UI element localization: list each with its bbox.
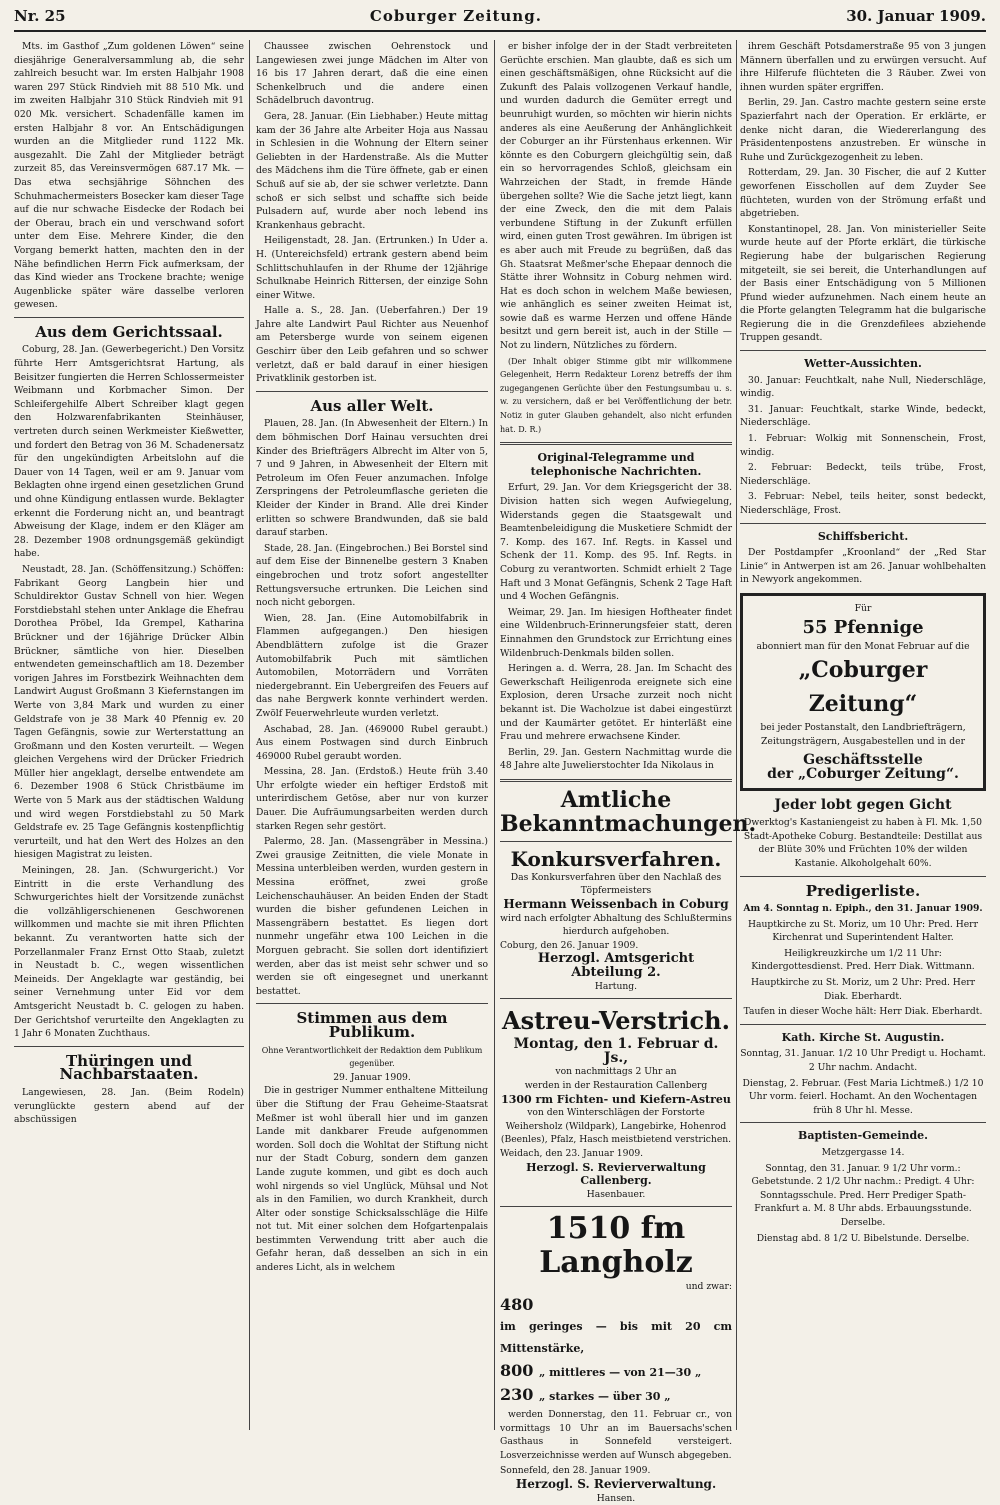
article-text: Berlin, 29. Jan. Castro machte gestern seine erste Spazierfahrt nach der Operation. Er erklärte, er denke nicht daran, die Wiedererlangung des Präsidentenpostens anzustreben. Er wünsche in Ruhe und Zurückgezogenheit zu leben. — [740, 96, 986, 164]
service-line: Heiligkreuzkirche um 1/2 11 Uhr: Kindergottesdienst. Pred. Herr Diak. Wittmann. — [740, 947, 986, 974]
weather-line: 3. Februar: Nebel, teils heiter, sonst bedeckt, Niederschläge, Frost. — [740, 490, 986, 517]
lot-description: im geringes — bis mit 20 cm Mittenstärke, — [500, 1316, 732, 1360]
notice-authority: Herzogl. S. Revierverwaltung Callenberg. — [500, 1161, 732, 1188]
ad-office: Geschäftsstelle — [749, 754, 977, 768]
lot-amount: 480 — [500, 1294, 533, 1316]
ad-price: 55 Pfennige — [749, 616, 977, 640]
divider — [14, 317, 244, 318]
section-heading: Aus dem Gerichtssaal. — [14, 326, 244, 340]
notice-text: und zwar: — [500, 1280, 732, 1294]
section-heading: Wetter-Aussichten. — [740, 357, 986, 371]
service-line: Sonntag, den 31. Januar. 9 1/2 Uhr vorm.: Gebetstunde. 2 1/2 Uhr nachm.: Predigt. 4 Uhr: Sonntagsschule. Pred. Herr Prediger Spath-Frankfurt a. M. 8 Uhr abds. Erbauungsstunde. Derselbe. — [740, 1162, 986, 1230]
article-text: Heiligenstadt, 28. Jan. (Ertrunken.) In Uder a. H. (Untereichsfeld) ertrank gestern abend beim Schlittschuhlaufen in der Rhume der 12jährige Schulknabe Heinrich Rittersen, der einzige Sohn einer Witwe. — [256, 234, 488, 302]
notice-signature: Hansen. — [500, 1492, 732, 1505]
ad-text: abonniert man für den Monat Februar auf die — [749, 640, 977, 654]
issue-date: 30. Januar 1909. — [846, 7, 986, 25]
column-3 — [500, 40, 732, 1430]
service-line: Taufen in dieser Woche hält: Herr Diak. Eberhardt. — [740, 1005, 986, 1019]
notice-date: Weidach, den 23. Januar 1909. — [500, 1147, 732, 1161]
editor-note: (Der Inhalt obiger Stimme gibt mir willkommene Gelegenheit, Herrn Redakteur Lorenz betreffs der ihm zugegangenen Gerüchte über den Festungsumbau u. s. w. zu versichern, daß er bei Veröffentlichung der betr. Notiz in guter Glauben gehandelt, also nicht erfunden hat. D. R.) — [500, 355, 732, 437]
section-heading: Kath. Kirche St. Augustin. — [740, 1031, 986, 1045]
newspaper-title: Coburger Zeitung. — [370, 7, 542, 25]
divider — [740, 350, 986, 351]
article-text: ihrem Geschäft Potsdamerstraße 95 von 3 jungen Männern überfallen und zu erwürgen versucht. Auf ihre Hilferufe flüchteten die 3 Räuber. Zwei von ihnen wurden später ergriffen. — [740, 40, 986, 94]
section-heading: Original-Telegramme und telephonische Nachrichten. — [500, 451, 732, 478]
service-line: Dienstag abd. 8 1/2 U. Bibelstunde. Derselbe. — [740, 1232, 986, 1246]
article-text: Meiningen, 28. Jan. (Schwurgericht.) Vor Eintritt in die erste Verhandlung des Schwurgerichtes hielt der Vorsitzende zunächst die vollzähligerschienenen Geschworenen willkommen und machte sie mit ihren Pflichten bekannt. Zu verantworten hatte sich der Porzellanmaler Franz Ernst Otto Staab, zuletzt in Neustadt b. C., wegen wissentlichen Meineids. Der Angeklagte war geständig, bei seiner Vernehmung unter Eid vor dem Amtsgericht Neustadt b. C. gelogen zu haben. Der Gerichtshof verurteilte den Angeklagten zu 1 Jahr 6 Monaten Zuchthaus. — [14, 864, 244, 1041]
article-text: Rotterdam, 29. Jan. 30 Fischer, die auf 2 Kutter geworfenen Eisschollen auf dem Zuyder See flüchteten, wurden von der Strömung erfaßt und abgetrieben. — [740, 166, 986, 220]
notices-heading: Amtliche Bekanntmachungen. — [500, 788, 732, 836]
notice-heading: Konkursverfahren. — [500, 847, 732, 871]
telegram-text: Weimar, 29. Jan. Im hiesigen Hoftheater findet eine Wildenbruch-Erinnerungsfeier statt, deren Einnahmen den Grundstock zur Errichtung eines Wildenbruch-Denkmals bilden sollen. — [500, 606, 732, 660]
article-text: Plauen, 28. Jan. (In Abwesenheit der Eltern.) In dem böhmischen Dorf Hainau versuchten drei Kinder des Briefträgers Albrecht im Alter von 5, 7 und 9 Jahren, in Abwesenheit der Eltern mit Petroleum im Ofen Feuer anzumachen. Infolge Zerspringens der Petroleumflasche gerieten die Kleider der Kinder in Brand. Alle drei Kinder erlitten so schwere Brandwunden, daß sie bald darauf starben. — [256, 417, 488, 539]
masthead — [14, 2, 986, 32]
notice-heading: 1510 fm Langholz — [500, 1212, 732, 1280]
lot-row — [500, 1384, 732, 1408]
column-rule — [736, 40, 737, 1430]
divider — [500, 998, 732, 999]
article-text: Konstantinopel, 28. Jan. Von ministerieller Seite wurde heute auf der Pforte erklärt, die türkische Regierung habe der bulgarischen Regierung mitgeteilt, sie sei bereit, die Unterhandlungen auf der Basis einer Entschädigung von 5 Millionen Pfund wieder aufzunehmen. Nach einem heute an die Pforte gelangten Telegramm hat die bulgarische Regierung die in die Grenzdefilees abziehende Truppen gesandt. — [740, 223, 986, 345]
article-text: Neustadt, 28. Jan. (Schöffensitzung.) Schöffen: Fabrikant Georg Langbein hier und Schuldirektor Gustav Schnell von hier. Wegen Forstdiebstahl stehen unter Anklage die Ehefrau Dorothea Pröbel, Ida Grempel, Katharina Brückner und der 16jährige Drücker Albin Brückner, sämtliche von hier. Dieselben entwendeten gemeinschaftlich am 18. Dezember vorigen Jahres im Forstbezirk Weihnachten dem Landwirt August Großmann 3 Kiefernstangen im Werte von 3,84 Mark und wurden zu einer Geldstrafe von je 38 Mark 40 Pfennig ev. 20 Tagen Gefängnis, sowie zur Werterstattung an Großmann und den Kosten verurteilt. — Wegen gleichen Vergehens wird der Drücker Friedrich Müller hier angeklagt, derselbe entwendete am 6. Dezember 1908 6 Stück Christbäume im Werte von 5 Mark aus der städtischen Waldung und wird wegen Forstdiebstahl zu 50 Mark Geldstrafe ev. 25 Tage Gefängnis kostenpflichtig verurteilt, und hat den Wert des Holzes an den hiesigen Magistrat zu leisten. — [14, 563, 244, 862]
article-text: er bisher infolge der in der Stadt verbreiteten Gerüchte erschien. Man glaubte, daß es sich um einen geschäftsmäßigen, ohne Rücksicht auf die Zukunft des Palais vollzogenen Verkauf handle, und wurden dadurch die Gemüter erregt und beunruhigt wurden, so möchten wir hierin nichts anderes als eine Aeußerung der Anhänglichkeit der Coburger an ihr Fürstenhaus erkennen. Wir könnte es den Coburgern gleichgültig sein, daß ein so hervorragendes Schloß, gleichsam ein Wahrzeichen der Stadt, in fremde Hände übergehen sollte? Wie die Sache jetzt liegt, kann der eine Zweck, den die mit dem Palais verbundene Stiftung in der Zukunft erfüllen wird, einen guten Trost gewähren. Im übrigen ist es aber auch mit Freude zu begrüßen, daß das Gh. Staatsrat Meßmer'sche Ehepaar dennoch die Stätte ihrer Wohnsitz in Coburg nehmen wird. Hat es doch schon in welchem Maße bewiesen, wie anhänglich es seiner zweiten Heimat ist, sowie daß es warme Herzen und offene Hände besitzt und gern bereit ist, auch in der Stille — Not zu lindern, Nützliches zu fördern. — [500, 40, 732, 353]
section-heading: Schiffsbericht. — [740, 530, 986, 544]
column-rule — [494, 40, 495, 1430]
article-text: Der Postdampfer „Kroonland“ der „Red Star Linie“ in Antwerpen ist am 26. Januar wohlbehalten in Newyork angekommen. — [740, 546, 986, 587]
divider — [256, 1003, 488, 1004]
ad-paper-name: „Coburger Zeitung“ — [749, 653, 977, 721]
article-text: Die in gestriger Nummer enthaltene Mitteilung über die Stiftung der Frau Geheime-Staatsrat Meßmer ist wohl überall hier und im ganzen Lande mit dankbarer Freude aufgenommen worden. Soll doch die Wohltat der Stiftung nicht nur der Stadt Coburg, sondern dem ganzen Lande zugute kommen, und gibt es doch auch wohl nirgends so viel Unglück, Mühsal und Not als in den Familien, wo durch Krankheit, durch Alter oder sonstige Schicksalsschläge die Hilfe not tut. Mit einer solchen dem Hofgartenpalais bestimmten Verwendung tritt aber auch die Gefahr heran, daß desselben an sich in ein anderes Licht, als in welchem — [256, 1084, 488, 1274]
notice-text: wird nach erfolgter Abhaltung des Schlußtermins hierdurch aufgehoben. — [500, 912, 732, 939]
service-line: Hauptkirche zu St. Moriz, um 2 Uhr: Pred. Herr Diak. Eberhardt. — [740, 976, 986, 1003]
section-heading: Stimmen aus dem Publikum. — [256, 1012, 488, 1039]
divider — [500, 1206, 732, 1207]
ad-text: Dwerktog's Kastaniengeist zu haben à Fl. Mk. 1,50 Stadt-Apotheke Coburg. Bestandteile: Destillat aus der Blüte 30% und Früchten 10% der wilden Kastanie. Alkoholgehalt 60%. — [740, 816, 986, 870]
lot-row — [500, 1360, 732, 1384]
notice-date: Coburg, den 26. Januar 1909. — [500, 939, 732, 953]
divider — [740, 1024, 986, 1025]
article-text: Aschabad, 28. Jan. (469000 Rubel geraubt.) Aus einem Postwagen sind durch Einbruch 469000 Rubel geraubt worden. — [256, 723, 488, 764]
notice-name: Hermann Weissenbach in Coburg — [500, 898, 732, 912]
notice-text: werden in der Restauration Callenberg — [500, 1079, 732, 1093]
article-text: Coburg, 28. Jan. (Gewerbegericht.) Den Vorsitz führte Herr Amtsgerichtsrat Hartung, als Beisitzer fungierten die Herren Schlossermeister Weibmann und Korbmacher Simon. Der Schleifergehilfe Albert Schreiber klagt gegen den Holzwarenfabrikanten Steinhäuser, vertreten durch seinen Werkmeister Kießwetter, und fordert den Betrag von 36 M. Schadenersatz für den ungekündigten Arbeitslohn auf die Dauer von 14 Tagen, weil er am 9. Januar vom Beklagten ohne irgend einen gesetzlichen Grund und ohne Kündigung entlassen wurde. Beklagter erkennt die Forderung nicht an, und beantragt Abweisung der Klage, indem er den Kläger am 28. Dezember 1908 ordnungsgemäß gekündigt habe. — [14, 343, 244, 561]
divider — [500, 841, 732, 842]
weather-line: 2. Februar: Bedeckt, teils trübe, Frost, Niederschläge. — [740, 461, 986, 488]
notice-date: Sonnefeld, den 28. Januar 1909. — [500, 1464, 732, 1478]
column-1 — [14, 40, 244, 1430]
article-text: Langewiesen, 28. Jan. (Beim Rodeln) verunglückte gestern abend auf der abschüssigen — [14, 1086, 244, 1127]
weather-line: 1. Februar: Wolkig mit Sonnenschein, Frost, windig. — [740, 432, 986, 459]
service-line: Dienstag, 2. Februar. (Fest Maria Lichtmeß.) 1/2 10 Uhr vorm. feierl. Hochamt. An den Wochentagen früh 8 Uhr hl. Messe. — [740, 1077, 986, 1118]
service-line: Metzgergasse 14. — [740, 1146, 986, 1160]
divider — [740, 523, 986, 524]
article-text: Mts. im Gasthof „Zum goldenen Löwen“ seine diesjährige Generalversammlung ab, die sehr zahlreich besucht war. Im ersten Halbjahr 1908 waren 297 Stück Rindvieh mit 88 510 Mk. und im zweiten Halbjahr 310 Stück Rindvieh mit 91 020 Mk. versichert. Schadenfälle kamen im ersten Halbjahr 8 vor. An Entschädigungen wurden an die Mitglieder rund 1122 Mk. ausgezahlt. Die Zahl der Mitglieder beträgt zurzeit 85, das Vereinsvermögen 687.17 Mk. — Das etwa sechsjährige Söhnchen des Schuhmachermeisters Bosecker kam dieser Tage auf die nur schwache Eisdecke der Rodach bei der Oberau, brach ein und verschwand sofort unter dem Eise. Mehrere Kinder, die den Vorgang bemerkt hatten, machten den in der Nähe befindlichen Herrn Fick aufmerksam, der das Kind wieder ans Trockene brachte; wenige Augenblicke später wäre dasselbe verloren gewesen. — [14, 40, 244, 312]
section-heading: Thüringen und Nachbarstaaten. — [14, 1055, 244, 1082]
column-rule — [249, 40, 250, 1430]
notice-heading: Astreu-Verstrich. — [500, 1004, 732, 1038]
section-heading: Predigerliste. — [740, 885, 986, 899]
section-heading: Baptisten-Gemeinde. — [740, 1129, 986, 1143]
divider — [740, 1122, 986, 1123]
article-text: Stade, 28. Jan. (Eingebrochen.) Bei Borstel sind auf dem Eise der Binnenelbe gestern 3 Knaben eingebrochen und trotz sofort angestellter Rettungsversuche ertrunken. Die Leichen sind noch nicht geborgen. — [256, 542, 488, 610]
article-text: Wien, 28. Jan. (Eine Automobilfabrik in Flammen aufgegangen.) Den hiesigen Abendblättern zufolge ist die Grazer Automobilfabrik Puch mit sämtlichen Automobilen, Motorrädern und Vorräten niedergebrannt. Ein Uebergreifen des Feuers auf das nahe Bergwerk konnte verhindert werden. Zwölf Feuerwehrleute wurden verletzt. — [256, 612, 488, 721]
article-text: Messina, 28. Jan. (Erdstoß.) Heute früh 3.40 Uhr erfolgte wieder ein heftiger Erdstoß mit unterirdischem Getöse, aber nur von kurzer Dauer. Die Aufräumungsarbeiten werden durch starken Regen sehr gestört. — [256, 765, 488, 833]
divider — [500, 442, 732, 445]
ad-text: bei jeder Postanstalt, den Landbriefträgern, Zeitungsträgern, Ausgabestellen und in der — [749, 721, 977, 748]
ad-text: Für — [749, 602, 977, 616]
service-line: Am 4. Sonntag n. Epiph., den 31. Januar 1909. — [740, 902, 986, 916]
section-subheading: Ohne Verantwortlichkeit der Redaktion dem Publikum gegenüber. — [256, 1044, 488, 1071]
column-4 — [740, 40, 986, 1430]
service-line: Sonntag, 31. Januar. 1/2 10 Uhr Predigt u. Hochamt. 2 Uhr nachm. Andacht. — [740, 1047, 986, 1074]
lot-amount: 800 — [500, 1360, 533, 1382]
notice-text: werden Donnerstag, den 11. Februar cr., von vormittags 10 Uhr an im Bauersachs'schen Gasthaus in Sonnefeld versteigert. Losverzeichnisse werden auf Wunsch abgegeben. — [500, 1408, 732, 1462]
notice-text: Das Konkursverfahren über den Nachlaß des Töpfermeisters — [500, 871, 732, 898]
article-text: Halle a. S., 28. Jan. (Ueberfahren.) Der 19 Jahre alte Landwirt Paul Richter aus Neuenhof am Petersberge wurde von seinem eigenen Geschirr über den Leib gefahren und so schwer verletzt, daß er bald darauf in einer hiesigen Privatklinik gestorben ist. — [256, 304, 488, 386]
lot-amount: 230 — [500, 1384, 533, 1406]
telegram-text: Berlin, 29. Jan. Gestern Nachmittag wurde die 48 Jahre alte Juwelierstochter Ida Nikolaus in — [500, 746, 732, 773]
ad-office: der „Coburger Zeitung“. — [749, 768, 977, 782]
article-text: Gera, 28. Januar. (Ein Liebhaber.) Heute mittag kam der 36 Jahre alte Arbeiter Hoja aus Nassau in Schlesien in die Wohnung der Eltern seiner Geliebten in der Hardenstraße. Als die Mutter des Mädchens ihm die Türe öffnete, gab er einen Schuß auf sie ab, der sie schwer verletzte. Dann schoß er sich selbst und schaffte sich beide Pulsadern auf, wurde aber noch lebend ins Krankenhaus gebracht. — [256, 110, 488, 232]
notice-text: von den Winterschlägen der Forstorte Weihersholz (Wildpark), Langebirke, Hohenrod (Beenles), Pfalz, Hasch meistbietend verstrichen. — [500, 1106, 732, 1147]
service-line: Hauptkirche zu St. Moriz, um 10 Uhr: Pred. Herr Kirchenrat und Superintendent Halter. — [740, 918, 986, 945]
lot-description: „ mittleres — von 21—30 „ — [539, 1362, 701, 1384]
notice-signature: Hartung. — [500, 980, 732, 994]
lot-description: „ starkes — über 30 „ — [539, 1386, 671, 1408]
dateline: 29. Januar 1909. — [256, 1071, 488, 1085]
divider — [256, 391, 488, 392]
notice-authority: Herzogl. S. Revierverwaltung. — [500, 1478, 732, 1492]
notice-authority: Herzogl. Amtsgericht Abteilung 2. — [500, 952, 732, 979]
notice-goods: 1300 rm Fichten- und Kiefern-Astreu — [500, 1093, 732, 1107]
lot-row — [500, 1294, 732, 1360]
divider — [500, 779, 732, 782]
divider — [14, 1046, 244, 1047]
telegram-text: Heringen a. d. Werra, 28. Jan. Im Schacht des Gewerkschaft Heiligenroda ereignete sich eine Explosion, deren Ursache zurzeit noch nicht bekannt ist. Die Wacholzue ist dabei eingestürzt und der Kaumärter getötet. Er hinterläßt eine Frau und mehrere erwachsene Kinder. — [500, 662, 732, 744]
article-text: Chaussee zwischen Oehrenstock und Langewiesen zwei junge Mädchen im Alter von 16 bis 17 Jahren derart, daß die eine einen Schenkelbruch und die andere einen Schädelbruch davontrug. — [256, 40, 488, 108]
section-heading: Aus aller Welt. — [256, 400, 488, 414]
page-number: Nr. 25 — [14, 7, 66, 25]
column-2 — [256, 40, 488, 1430]
ad-heading: Jeder lobt gegen Gicht — [740, 799, 986, 813]
telegram-text: Erfurt, 29. Jan. Vor dem Kriegsgericht der 38. Division hatten sich wegen Aufwiegelung, Widerstands gegen die Staatsgewalt und Beamtenbeleidigung die Musketiere Schmidt der 7. Komp. des 167. Inf. Regts. in Kassel und Schenk der 11. Komp. des 95. Inf. Regts. in Coburg zu verantworten. Schmidt erhielt 2 Tage Haft und 3 Monat Gefängnis, Schenk 2 Tage Haft und 4 Wochen Gefängnis. — [500, 481, 732, 603]
notice-text: von nachmittags 2 Uhr an — [500, 1065, 732, 1079]
weather-line: 30. Januar: Feuchtkalt, nahe Null, Niederschläge, windig. — [740, 374, 986, 401]
notice-signature: Hasenbauer. — [500, 1188, 732, 1202]
article-text: Palermo, 28. Jan. (Massengräber in Messina.) Zwei grausige Zeitnitten, die viele Monate in Messina unterbleiben werden, wurden gestern in Messina eröffnet, zwei große Leichenschauhäuser. An beiden Enden der Stadt wurden die bisher gefundenen Leichen in Massengräbern bestattet. Es liegen dort nunmehr ungefähr etwa 100 Leichen in die Morguen gebracht. Sie sollen dort identifiziert werden, aber das ist meist sehr schwer und so werden sie oft eingesegnet und unerkannt bestattet. — [256, 835, 488, 998]
notice-date: Montag, den 1. Februar d. Js., — [500, 1038, 732, 1065]
divider — [740, 876, 986, 877]
subscription-ad — [740, 593, 986, 791]
weather-line: 31. Januar: Feuchtkalt, starke Winde, bedeckt, Niederschläge. — [740, 403, 986, 430]
